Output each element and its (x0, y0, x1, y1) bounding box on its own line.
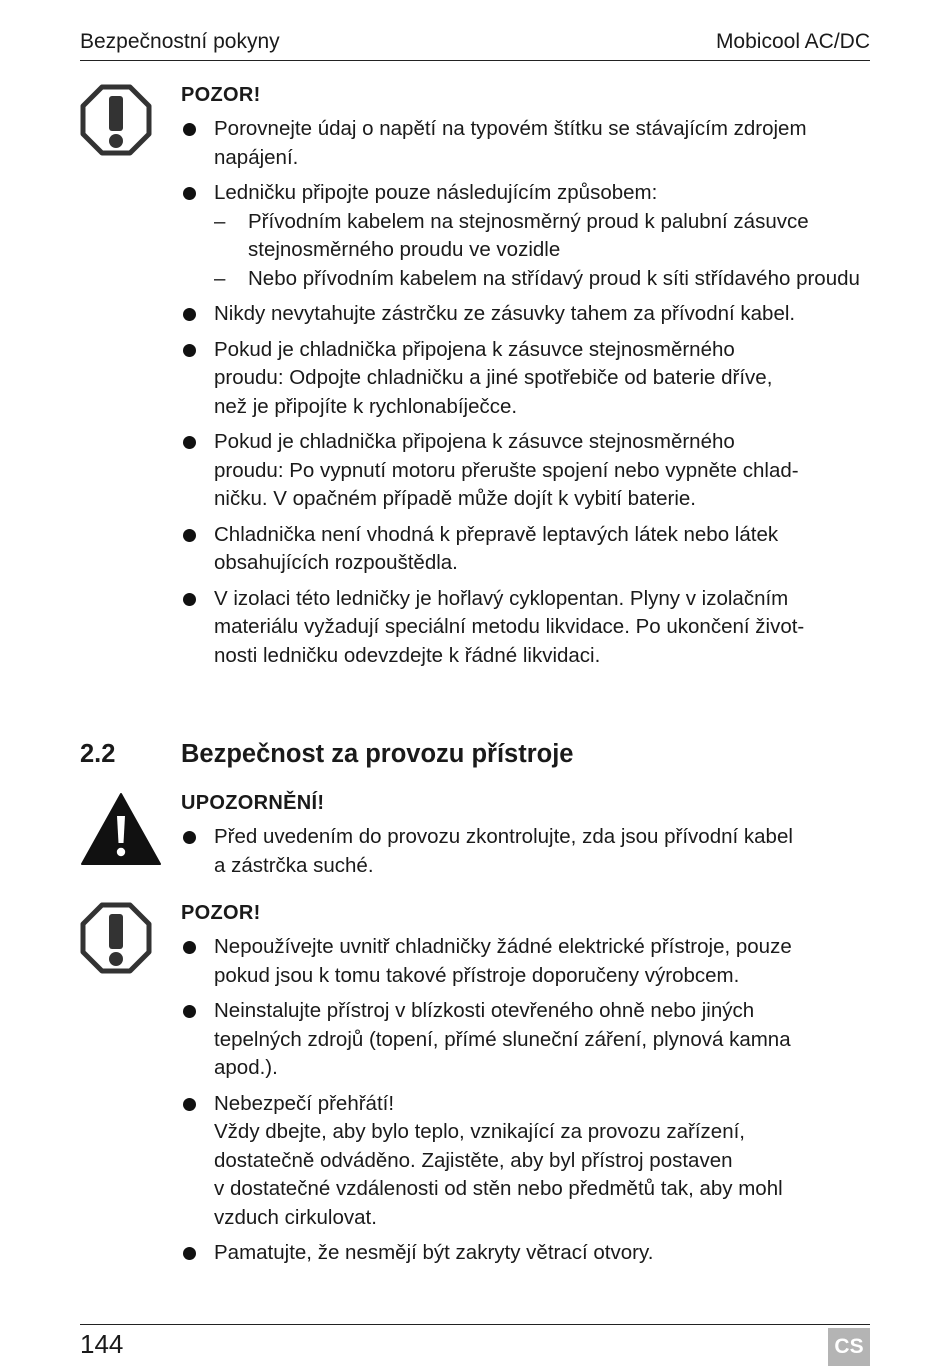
list-item: Ledničku připojte pouze následujícím způsobem: – Přívodním kabelem na stejnosměrný proud k palubní zásuvce stejnosměrného proudu ve vozidle – Nebo přívodním kabelem na střídavý proud k síti střídavého proudu (181, 179, 870, 293)
list-item: Nikdy nevytahujte zástrčku ze zásuvky tahem za přívodní kabel. (181, 300, 870, 329)
list-item: Před uvedením do provozu zkontrolujte, zda jsou přívodní kabel a zástrčka suché. (181, 823, 870, 880)
section-number: 2.2 (80, 740, 116, 768)
caution-list-1 (181, 115, 870, 670)
page-header (80, 28, 870, 61)
sub-list-item: – Nebo přívodním kabelem na střídavý proud k síti střídavého proudu (214, 265, 870, 294)
list-item: Pamatujte, že nesmějí být zakryty větrací otvory. (181, 1239, 870, 1268)
list-item: Pokud je chladnička připojena k zásuvce stejnosměrného proudu: Po vypnutí motoru přerušte spojení nebo vypněte chlad- ničku. V opačném případě může dojít k vybití baterie. (181, 428, 870, 514)
warning-label: UPOZORNĚNÍ! (181, 792, 325, 814)
warning-list (181, 823, 870, 880)
caution-list-2 (181, 933, 870, 1268)
list-item: Nepoužívejte uvnitř chladničky žádné elektrické přístroje, pouze pokud jsou k tomu takové přístroje doporučeny výrobcem. (181, 933, 870, 990)
triangle-warning-icon (80, 792, 162, 866)
list-item: Chladnička není vhodná k přepravě leptavých látek nebo látek obsahujících rozpouštědla. (181, 521, 870, 578)
header-product: Mobicool AC/DC (715, 30, 870, 53)
caution-label: POZOR! (181, 902, 261, 924)
sub-list-item: – Přívodním kabelem na stejnosměrný proud k palubní zásuvce stejnosměrného proudu ve vozidle (214, 208, 870, 265)
header-chapter: Bezpečnostní pokyny (80, 30, 280, 53)
section-title: Bezpečnost za provozu přístroje (181, 740, 574, 768)
list-item: V izolaci této ledničky je hořlavý cyklopentan. Plyny v izolačním materiálu vyžadují speciální metodu likvidace. Po ukončení život- nosti ledničku odevzdejte k řádné likvidaci. (181, 585, 870, 671)
list-item: Neinstalujte přístroj v blízkosti otevřeného ohně nebo jiných tepelných zdrojů (topení, přímé sluneční záření, plynová kamna apod.). (181, 997, 870, 1083)
page-footer (80, 1324, 870, 1359)
list-item: Porovnejte údaj o napětí na typovém štítku se stávajícím zdrojem napájení. (181, 115, 870, 172)
language-badge: CS (828, 1328, 870, 1366)
sub-list (214, 208, 870, 294)
caution-label: POZOR! (181, 84, 261, 106)
octagon-exclamation-icon (80, 902, 152, 974)
list-item: Pokud je chladnička připojena k zásuvce stejnosměrného proudu: Odpojte chladničku a jiné spotřebiče od baterie dříve, než je připojíte k rychlonabíječce. (181, 336, 870, 422)
list-item: Nebezpečí přehřátí! Vždy dbejte, aby bylo teplo, vznikající za provozu zařízení, dostatečně odváděno. Zajistěte, aby byl přístroj postaven v dostatečné vzdálenosti od stěn nebo předmětů tak, aby mohl vzduch cirkulovat. (181, 1090, 870, 1233)
octagon-exclamation-icon (80, 84, 152, 156)
page-number: 144 (80, 1329, 124, 1359)
